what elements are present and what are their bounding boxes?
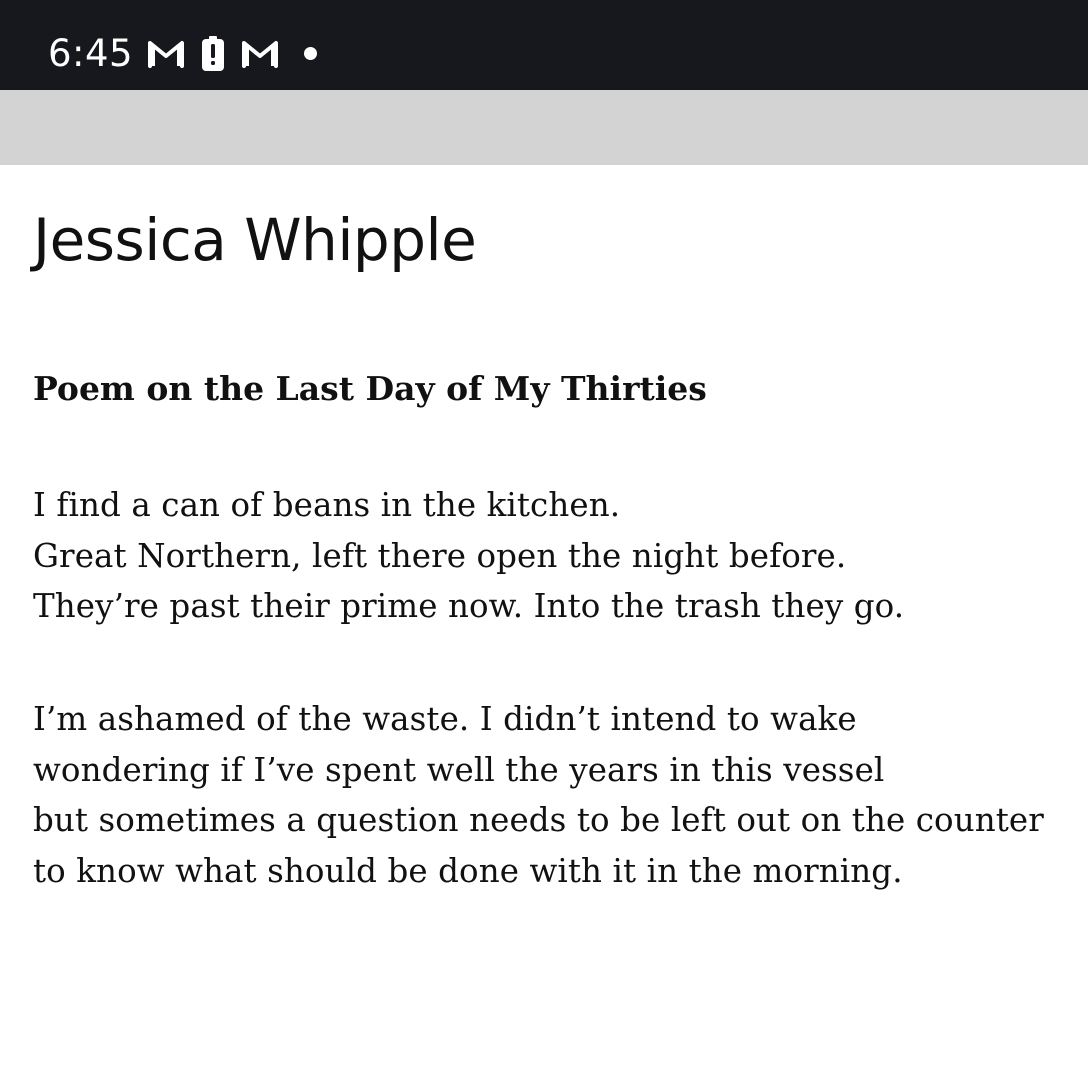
poem-line: but sometimes a question needs to be left out on the counter xyxy=(33,801,1044,840)
poem-line: They’re past their prime now. Into the trash they go. xyxy=(33,587,905,626)
stanza-2 xyxy=(33,694,1044,897)
gmail-icon xyxy=(147,38,185,75)
stanza-1 xyxy=(33,480,904,632)
battery-alert-icon xyxy=(201,36,225,77)
status-time: 6:45 xyxy=(48,32,134,75)
poem-title: Poem on the Last Day of My Thirties xyxy=(33,369,707,408)
poem-line: I find a can of beans in the kitchen. xyxy=(33,486,621,524)
poem-line: Great Northern, left there open the night before. xyxy=(33,536,847,575)
poem-line: wondering if I’ve spent well the years in this vessel xyxy=(33,750,885,789)
status-bar xyxy=(0,0,1088,90)
gmail-icon xyxy=(241,38,279,75)
browser-toolbar xyxy=(0,90,1088,165)
notification-dot-icon xyxy=(304,47,317,60)
poet-name: Jessica Whipple xyxy=(33,206,477,274)
poem-line: to know what should be done with it in the morning. xyxy=(33,852,903,891)
poem-line: I’m ashamed of the waste. I didn’t intend to wake xyxy=(33,700,857,738)
